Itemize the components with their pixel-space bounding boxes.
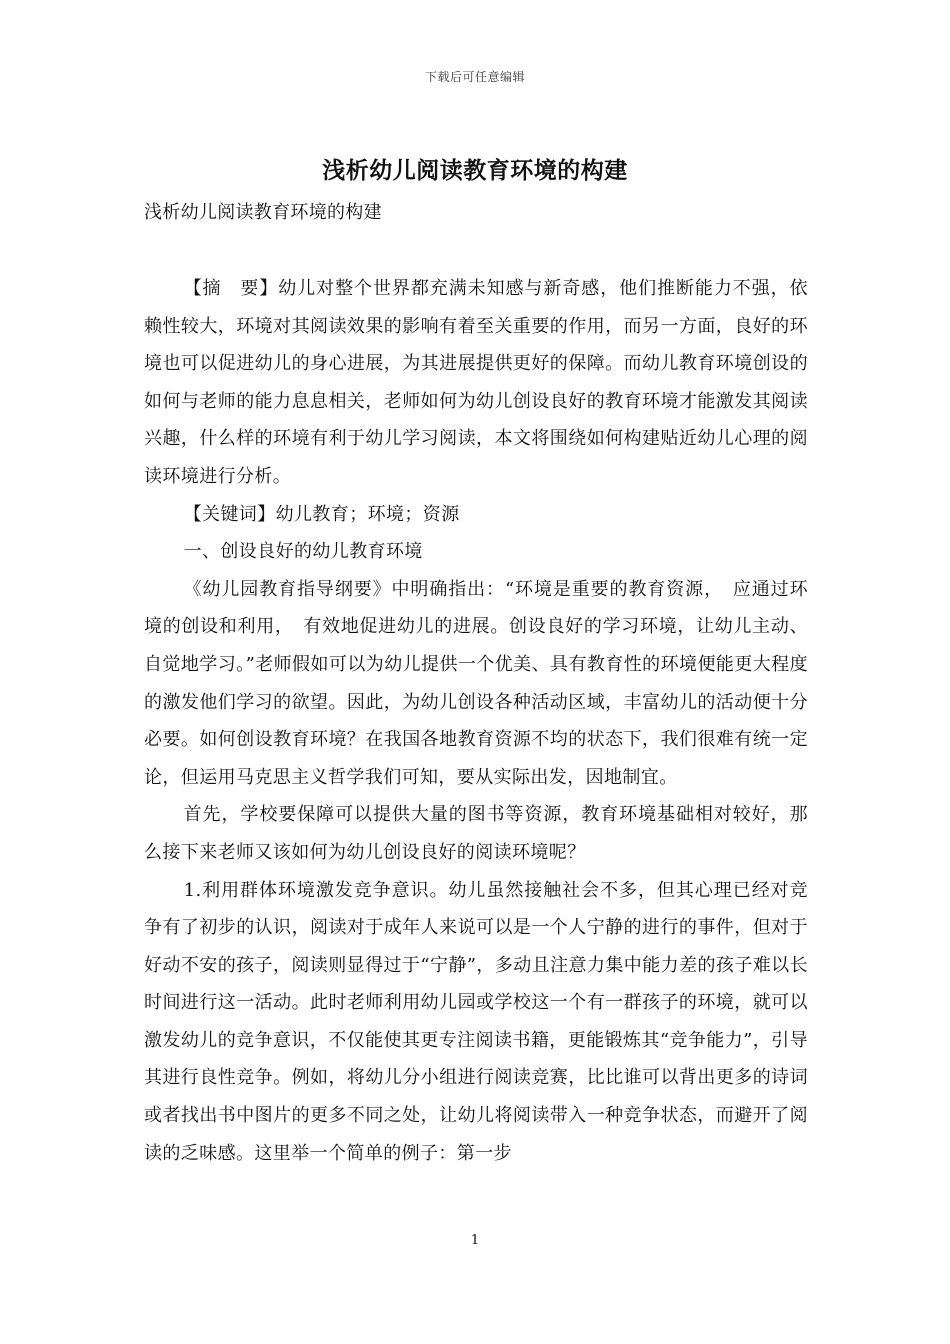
document-subtitle: 浅析幼儿阅读教育环境的构建 xyxy=(144,202,382,223)
section-heading: 一、创设良好的幼儿教育环境 xyxy=(183,541,423,563)
abstract-text: 幼儿对整个世界都充满未知感与新奇感，他们推断能力不强，依赖性较大，环境对其阅读效果的影响有着至关重要的作用，而另一方面，良好的环境也可以促进幼儿的身心进展，为其进展提供更好的保障。而幼儿教育环境创设的如何与老师的能力息息相关，老师如何为幼儿创设良好的教育环境才能激发其阅读兴趣，什么样的环境有利于幼儿学习阅读，本文将围绕如何构建贴近幼儿心理的阅读环境进行分析。 xyxy=(144,278,808,487)
abstract-label: 【摘 要】 xyxy=(183,278,279,299)
keywords-label: 【关键词】 xyxy=(183,503,276,525)
body-paragraph: 《幼儿园教育指导纲要》中明确指出：“环境是重要的教育资源， 应通过环境的创设和利用， 有效地促进幼儿的进展。创设良好的学习环境，让幼儿主动、自觉地学习。”老师假如可以为幼儿提供一个优美、具有教育性的环境便能更大程度的激发他们学习的欲望。因此，为幼儿创设各种活动区域，丰富幼儿的活动便十分必要。如何创设教育环境？在我国各地教育资源不均的状态下，我们很难有统一定论，但运用马克思主义哲学我们可知，要从实际出发，因地制宜。 xyxy=(144,578,808,788)
keywords-text: 幼儿教育；环境；资源 xyxy=(275,503,460,525)
body-paragraph: 首先，学校要保障可以提供大量的图书等资源，教育环境基础相对较好，那么接下来老师又该如何为幼儿创设良好的阅读环境呢？ xyxy=(144,804,808,863)
keywords-paragraph xyxy=(144,496,808,534)
body-paragraph: 1.利用群体环境激发竞争意识。幼儿虽然接触社会不多，但其心理已经对竞争有了初步的认识，阅读对于成年人来说可以是一个人宁静的进行的事件，但对于好动不安的孩子，阅读则显得过于“宁静”，多动且注意力集中能力差的孩子难以长时间进行这一活动。此时老师利用幼儿园或学校这一个有一群孩子的环境，就可以激发幼儿的竞争意识，不仅能使其更专注阅读书籍，更能锻炼其“竞争能力”，引导其进行良性竞争。例如，将幼儿分小组进行阅读竞赛，比比谁可以背出更多的诗词或者找出书中图片的更多不同之处，让幼儿将阅读带入一种竞争状态，而避开了阅读的乏味感。这里举一个简单的例子：第一步 xyxy=(144,879,808,1164)
header-note: 下载后可任意编辑 xyxy=(424,70,525,84)
document-body xyxy=(144,270,808,1172)
page-number: 1 xyxy=(470,1233,480,1248)
document-title: 浅析幼儿阅读教育环境的构建 xyxy=(322,157,628,184)
abstract-paragraph xyxy=(144,270,808,496)
